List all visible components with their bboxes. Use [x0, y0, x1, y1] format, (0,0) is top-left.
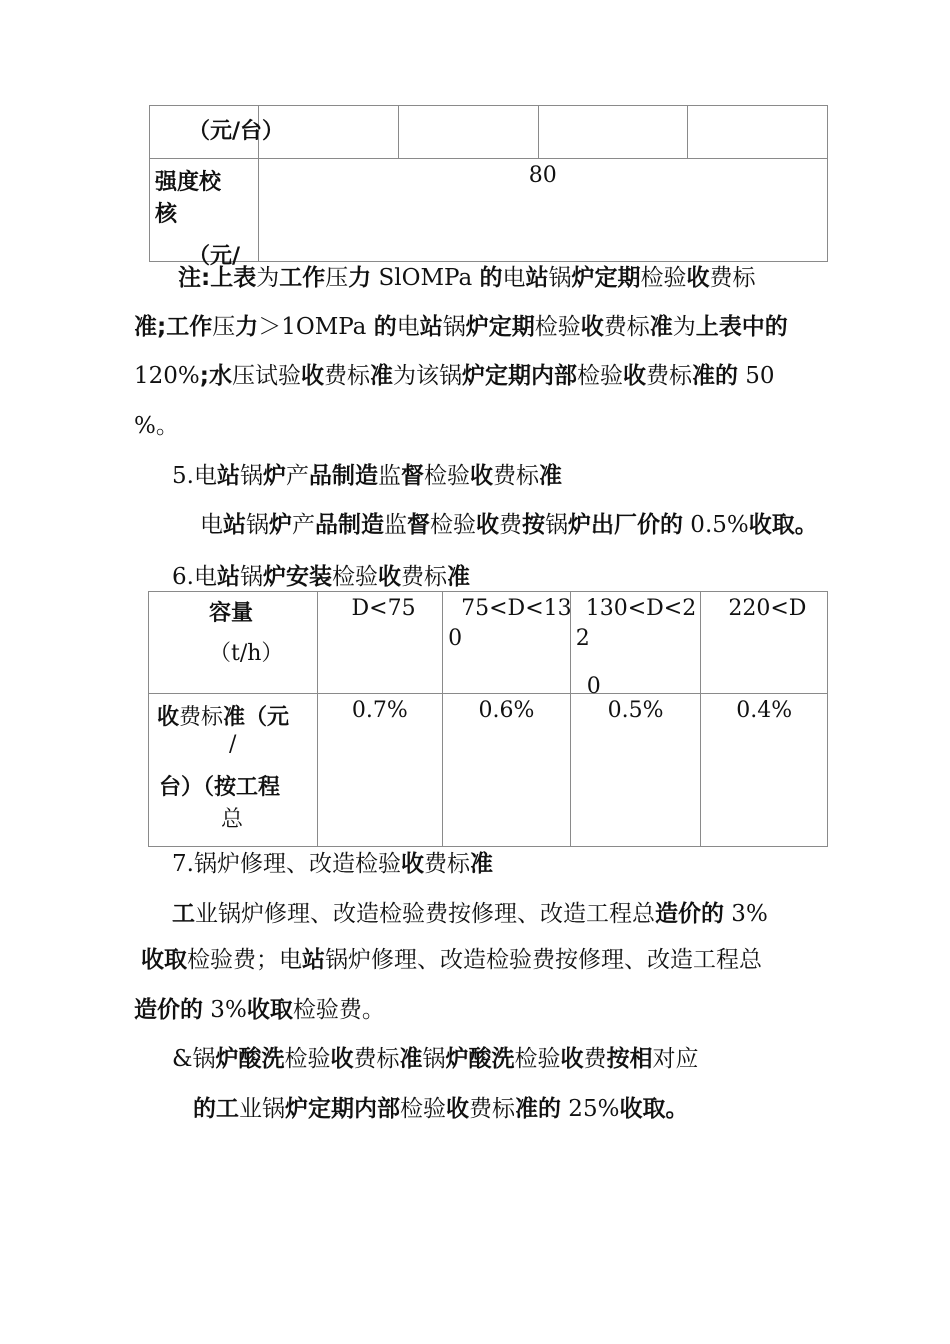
- table-header-col1: [317, 592, 443, 694]
- table-cell-fee: [443, 694, 571, 847]
- section-8-heading: &锅炉酸洗检验收费标准锅炉酸洗检验收费按相对应: [172, 1046, 699, 1072]
- table-header-col3: [570, 592, 701, 699]
- table-cell-fee: [317, 694, 443, 847]
- fee-value-d-gt-220: 0.4%: [736, 698, 793, 723]
- strength-check-label-2: 核: [155, 202, 178, 227]
- table-cell-strength-value: [258, 159, 827, 262]
- capacity-label: 容量: [209, 601, 254, 626]
- fee-label-line-1: 收费标准（元: [157, 705, 290, 730]
- range-75-130-wrap: 0: [448, 626, 463, 651]
- table-cell-unit-label: [150, 106, 285, 159]
- note-line-4: %。: [134, 413, 179, 439]
- table-cell-strength-label: [150, 159, 259, 269]
- fee-value-130-220: 0.5%: [607, 698, 664, 723]
- range-130-220-wrap: 2: [575, 626, 590, 651]
- range-75-130: 75<D<13: [461, 596, 572, 621]
- fee-label-line-4: 总: [221, 807, 244, 832]
- installation-fee-table: [148, 591, 828, 847]
- table-cell-fee: [701, 694, 828, 847]
- section-7-body-3: 造价的 3%收取检验费。: [134, 997, 385, 1023]
- strength-check-unit: （元/: [188, 244, 241, 269]
- table-header-col4: [701, 592, 828, 694]
- table-cell-empty: [687, 106, 827, 159]
- inspection-fee-table-top: [149, 105, 828, 269]
- section-7-body-2: 收取检验费；电站锅炉修理、改造检验费按修理、改造工程总: [141, 947, 762, 973]
- table-cell-empty: [539, 106, 687, 159]
- fee-label-line-3: 台）（按工程: [159, 775, 281, 800]
- table-header-col2: [443, 592, 571, 694]
- table-header-capacity: [149, 592, 318, 694]
- fee-label-line-2: /: [229, 732, 237, 757]
- strength-check-value: 80: [528, 163, 557, 188]
- fee-value-d-lt-75: 0.7%: [351, 698, 408, 723]
- table-cell-fee: [570, 694, 701, 847]
- range-d-lt-75: D<75: [351, 596, 416, 621]
- note-line-1: 注:上表为工作压力 SlOMPa 的电站锅炉定期检验收费标: [178, 265, 756, 291]
- unit-label: （元/台）: [188, 119, 285, 144]
- section-7-heading: 7.锅炉修理、改造检验收费标准: [172, 851, 493, 877]
- note-line-3: 120%;水压试验收费标准为该锅炉定期内部检验收费标准的 50: [134, 363, 775, 389]
- section-6-heading: 6.电站锅炉安装检验收费标准: [172, 564, 470, 590]
- fee-value-75-130: 0.6%: [478, 698, 535, 723]
- note-line-2: 准;工作压力＞1OMPa 的电站锅炉定期检验收费标准为上表中的: [134, 314, 788, 340]
- strength-check-label: 强度校: [155, 170, 222, 195]
- section-7-body-1: 工业锅炉修理、改造检验费按修理、改造工程总造价的 3%: [172, 901, 768, 927]
- capacity-unit: （t/h）: [209, 641, 284, 666]
- range-130-220: 130<D<2: [585, 596, 697, 621]
- table-cell-empty: [398, 106, 538, 159]
- section-5-heading: 5.电站锅炉产品制造监督检验收费标准: [172, 463, 562, 489]
- range-130-220-wrap-2: 0: [586, 674, 601, 699]
- range-d-gt-220: 220<D: [728, 596, 807, 621]
- table-row-label-fee: [149, 694, 318, 847]
- section-5-body: 电站锅炉产品制造监督检验收费按锅炉出厂价的 0.5%收取。: [200, 512, 818, 538]
- section-8-body: 的工业锅炉定期内部检验收费标准的 25%收取。: [193, 1096, 689, 1122]
